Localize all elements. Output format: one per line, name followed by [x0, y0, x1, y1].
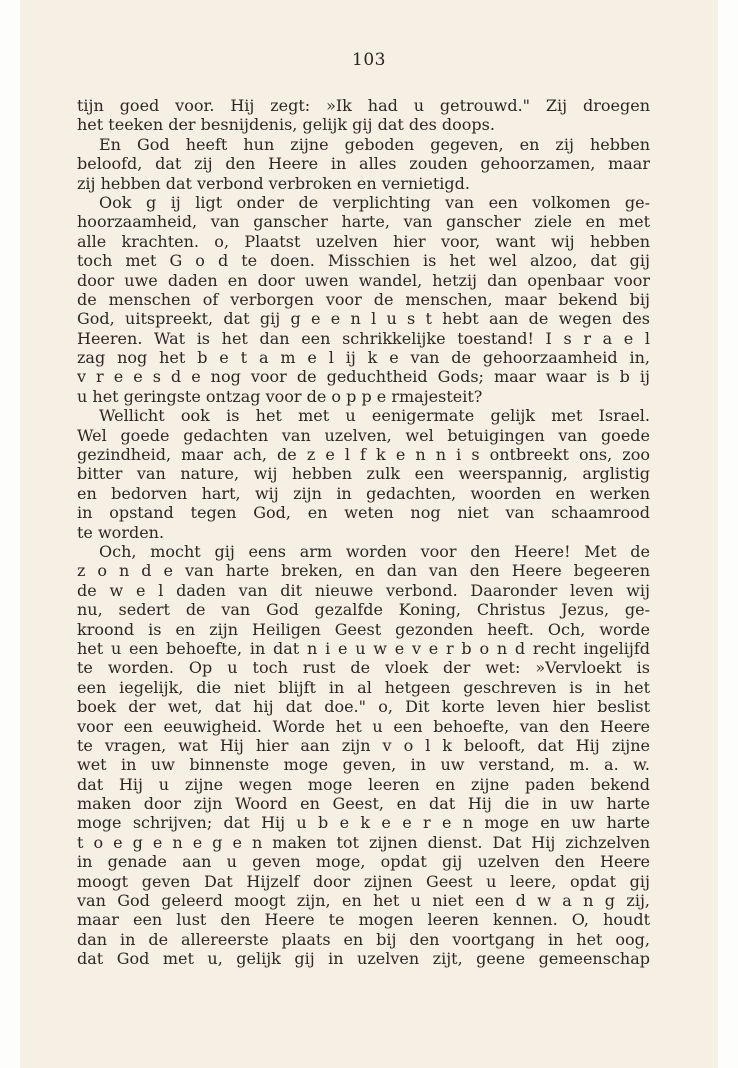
text-line: toch met G o d te doen. Misschien is het wel alzoo, dat gij — [77, 251, 650, 271]
text-line: en bedorven hart, wij zijn in gedachten, woorden en werken — [77, 483, 650, 503]
text-line: v r e e s d e nog voor de geduchtheid Gods; maar waar is b ij — [77, 367, 650, 387]
text-line: moge schrijven; dat Hij u b e k e e r e n moge en uw harte — [77, 813, 650, 833]
text-line: Wel goede gedachten van uzelven, wel betuigingen van goede — [77, 425, 650, 445]
text-line: te worden. — [77, 522, 165, 542]
text-line: de w e l daden van dit nieuwe verbond. Daaronder leven wij — [77, 580, 650, 600]
text-line: En God heeft hun zijne geboden gegeven, en zij hebben — [99, 134, 650, 154]
text-line: Och, mocht gij eens arm worden voor den Heere! Met de — [99, 541, 650, 561]
page-number: 103 — [352, 50, 386, 70]
text-line: maken door zijn Woord en Geest, en dat Hij die in uw harte — [77, 794, 650, 814]
text-line: kroond is en zijn Heiligen Geest gezonden heeft. Och, worde — [77, 619, 650, 639]
text-line: alle krachten. o, Plaatst uzelven hier voor, want wij hebben — [77, 231, 650, 251]
text-line: in genade aan u geven moge, opdat gij uzelven den Heere — [77, 852, 650, 872]
text-line: te vragen, wat Hij hier aan zijn v o l k belooft, dat Hij zijne — [77, 735, 650, 755]
text-line: beloofd, dat zij den Heere in alles zouden gehoorzamen, maar — [77, 154, 650, 174]
text-line: te worden. Op u toch rust de vloek der wet: »Vervloekt is — [77, 658, 650, 678]
text-line: het u een behoefte, in dat n i e u w e v e r b o n d recht ingelijfd — [77, 638, 650, 658]
text-line: de menschen of verborgen voor de menschen, maar bekend bij — [77, 289, 650, 309]
text-line: Heeren. Wat is het dan een schrikkelijke toestand! I s r a e l — [77, 328, 650, 348]
text-line: dat Hij u zijne wegen moge leeren en zijne paden bekend — [77, 774, 650, 794]
text-line: God, uitspreekt, dat gij g e e n l u s t hebt aan de wegen des — [77, 309, 650, 329]
text-line: dat God met u, gelijk gij in uzelven zijt, geene gemeenschap — [77, 949, 650, 969]
text-line: moogt geven Dat Hijzelf door zijnen Geest u leere, opdat gij — [77, 871, 650, 891]
text-line: het teeken der besnijdenis, gelijk gij dat des doops. — [77, 115, 495, 135]
text-line: t o e g e n e g e n maken tot zijnen dienst. Dat Hij zichzelven — [77, 832, 650, 852]
text-line: een iegelijk, die niet blijft in al hetgeen geschreven is in het — [77, 677, 650, 697]
text-line: in opstand tegen God, en weten nog niet van schaamrood — [77, 503, 650, 523]
text-line: zag nog het b e t a m e l ij k e van de gehoorzaamheid in, — [77, 348, 650, 368]
book-page — [20, 0, 718, 1068]
text-line: tijn goed voor. Hij zegt: »Ik had u getrouwd." Zij droegen — [77, 96, 650, 115]
text-line: maar een lust den Heere te mogen leeren kennen. O, houdt — [77, 910, 650, 930]
text-line: hoorzaamheid, van ganscher harte, van ganscher ziele en met — [77, 212, 650, 232]
body-text — [77, 96, 650, 969]
text-line: u het geringste ontzag voor de o p p e rmajesteit? — [77, 386, 483, 406]
text-line: Ook g ij ligt onder de verplichting van een volkomen ge- — [99, 192, 650, 212]
text-line: z o n d e van harte breken, en dan van den Heere begeeren — [77, 561, 650, 581]
text-line: boek der wet, dat hij dat doe." o, Dit korte leven hier beslist — [77, 697, 650, 717]
text-line: bitter van nature, wij hebben zulk een weerspannig, arglistig — [77, 464, 650, 484]
text-line: gezindheid, maar ach, de z e l f k e n n i s ontbreekt ons, zoo — [77, 445, 650, 465]
text-line: door uwe daden en door uwen wandel, hetzij dan openbaar voor — [77, 270, 650, 290]
text-line: dan in de allereerste plaats en bij den voortgang in het oog, — [77, 929, 650, 949]
text-line: nu, sedert de van God gezalfde Koning, Christus Jezus, ge- — [77, 600, 650, 620]
text-line: voor een eeuwigheid. Worde het u een behoefte, van den Heere — [77, 716, 650, 736]
text-line: zij hebben dat verbond verbroken en vernietigd. — [77, 173, 470, 193]
text-line: wet in uw binnenste moge geven, in uw verstand, m. a. w. — [77, 755, 650, 775]
text-line: van God geleerd moogt zijn, en het u niet een d w a n g zij, — [77, 891, 650, 911]
text-line: Wellicht ook is het met u eenigermate gelijk met Israel. — [99, 406, 650, 426]
